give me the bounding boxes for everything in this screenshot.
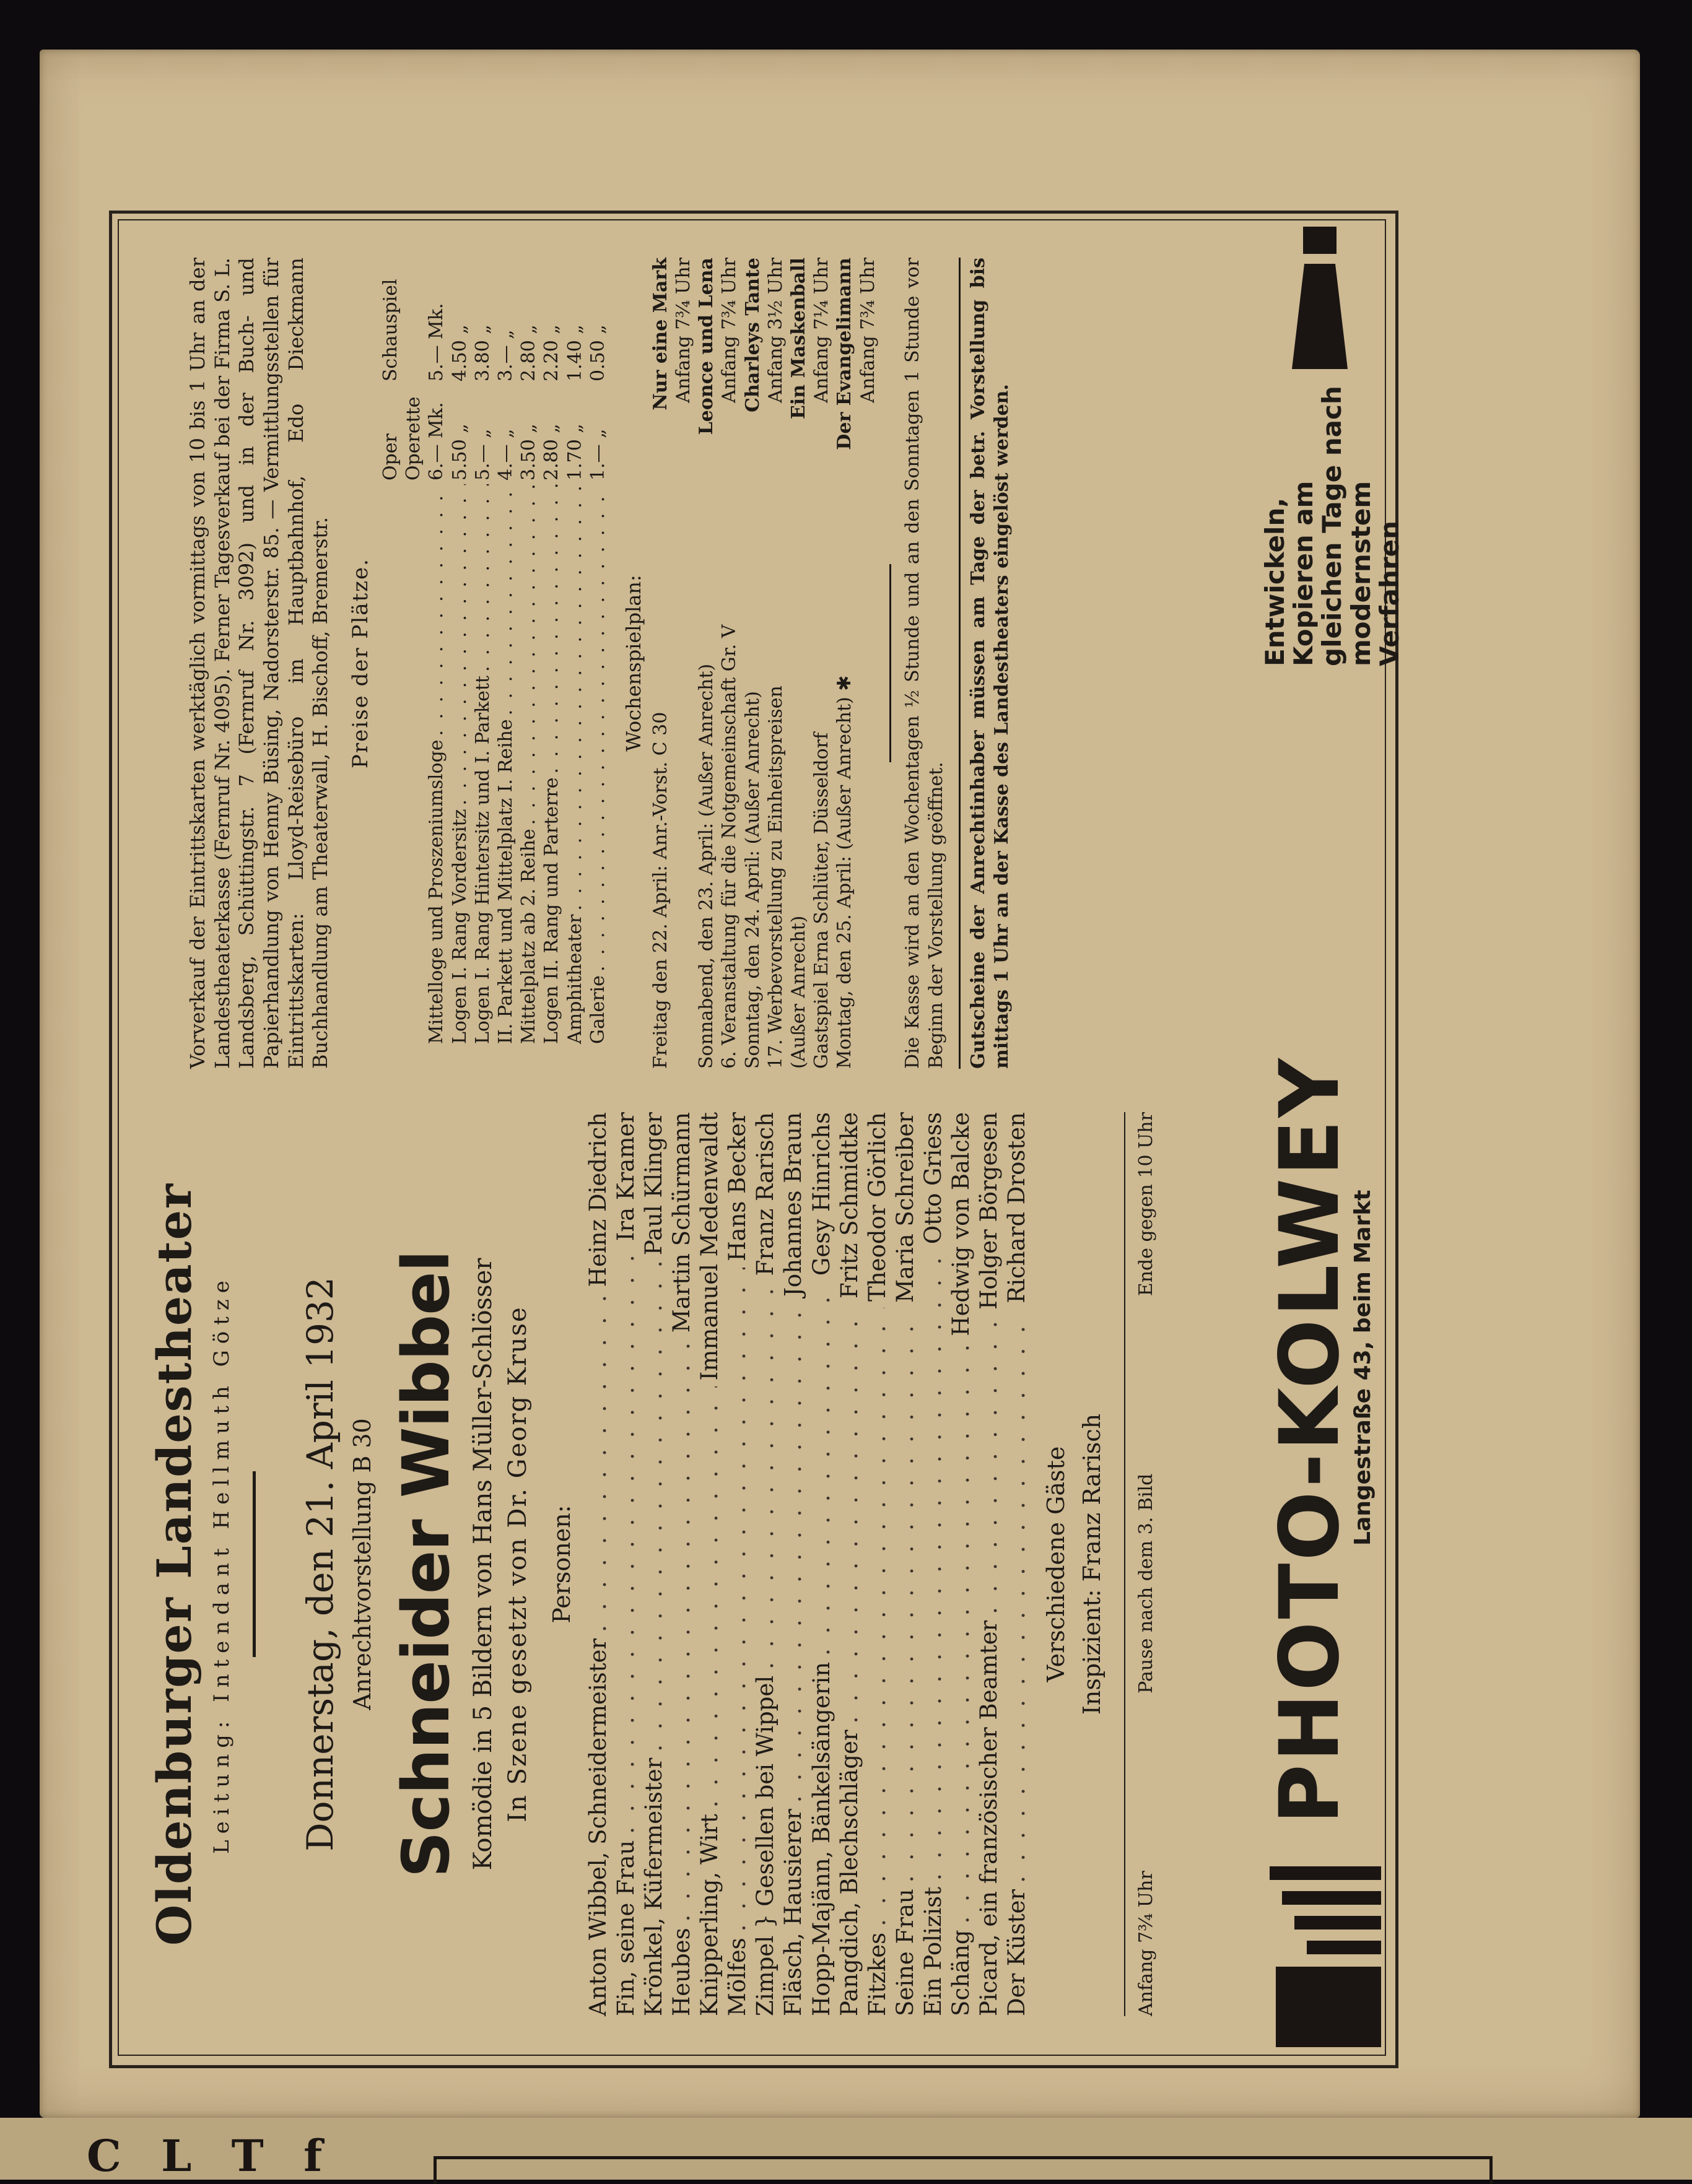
price-row	[540, 282, 563, 1044]
cast-actor: Ira Kramer	[612, 1112, 639, 1242]
schedule-play: Anfang 7¾ Uhr	[857, 258, 879, 403]
leader-dots	[425, 484, 448, 736]
cast-role: Knipperling, Wirt	[696, 1814, 723, 2016]
price-table	[379, 279, 609, 1044]
leader-dots	[1003, 1310, 1031, 1883]
price-oper: 3.50 „	[518, 424, 540, 481]
schedule-date: Montag, den 25. April: (Außer Anrecht) ✱	[834, 675, 856, 1069]
cast-row	[751, 1112, 779, 2016]
cast-row	[779, 1112, 807, 2016]
cast-actor: Martin Schürmann	[668, 1112, 695, 1333]
price-seat: Mittelloge und Proszeniumsloge	[425, 739, 448, 1044]
schedule-play: Charleys Tante	[741, 258, 764, 412]
leader-dots	[640, 1261, 668, 1752]
cast-actor: Maria Schreiber	[891, 1112, 918, 1303]
schedule-heading: Wochenspielplan:	[621, 575, 645, 752]
cast-role: Anton Wibbel, Schneidermeister	[584, 1638, 611, 2016]
price-seat: Mittelplatz ab 2. Reihe	[518, 829, 540, 1044]
cast-list	[584, 1112, 1031, 2016]
cast-role: Hopp-Majänn, Bänkelsängerin	[808, 1661, 835, 2016]
schedule-play: Ein Maskenball	[788, 258, 810, 419]
cast-actor: Holger Börgesen	[975, 1112, 1003, 1310]
schedule-date	[672, 468, 695, 1069]
price-oper: 4.— „	[494, 429, 517, 481]
cast-actor: Theodor Görlich	[863, 1112, 891, 1302]
schedule-date: 17. Werbevorstellung zu Einheitspreisen	[764, 685, 787, 1069]
price-row	[425, 282, 448, 1044]
cast-row	[835, 1112, 863, 2016]
price-oper: 5.— „	[471, 429, 494, 481]
schedule-play: Anfang 7¼ Uhr	[811, 258, 833, 403]
cast-actor: Richard Drosten	[1003, 1112, 1031, 1303]
next-page-box	[434, 2156, 1493, 2184]
leader-dots	[835, 1305, 863, 1723]
schedule-row	[810, 258, 833, 1069]
cast-row	[723, 1112, 751, 2016]
play-title: Schneider Wibbel	[388, 1250, 464, 1878]
cast-row	[808, 1112, 835, 2016]
price-row	[471, 282, 494, 1044]
cast-row	[1003, 1112, 1031, 2016]
cast-row	[612, 1112, 640, 2016]
performance-date: Donnerstag, den 21. April 1932	[299, 1277, 341, 1851]
advertisement	[1257, 219, 1405, 2053]
divider	[889, 564, 891, 762]
cast-actor: Franz Rarisch	[752, 1112, 779, 1276]
price-schauspiel: 0.50 „	[587, 324, 609, 381]
cast-role: Picard, ein französischer Beamter	[975, 1620, 1003, 2016]
leitung-line: Leitung: Intendant Hellmuth Götze	[209, 1274, 234, 1854]
leader-dots	[587, 484, 609, 972]
play-subtitle: Komödie in 5 Bildern von Hans Müller-Schlösser	[468, 1258, 497, 1871]
advance-sale-text: Vorverkauf der Eintrittskarten werktäglich vormittags von 10 bis 1 Uhr an der Landestheaterkasse (Fernruf Nr. 4095). Ferner Tagesverkauf bei der Firma S. L. Landsberg, Schüttingstr. 7 (Fernruf Nr. 3092) und in der Buch- und Papierhandlung von Henny Büsing, Nadorsterstr. 85. — Vermittlungsstellen für Eintrittskarten: Lloyd-Reisebüro im Hauptbahnhof, Edo Dieckmann Buchhandlung am Theaterwall, H. Bischoff, Bremerstr.	[186, 258, 333, 1069]
schedule-play: Anfang 7¾ Uhr	[673, 258, 695, 403]
price-row	[494, 282, 517, 1044]
leader-dots	[751, 1282, 779, 1669]
cast-actor: Johannes Braun	[780, 1112, 807, 1297]
schedule-row	[833, 258, 856, 1069]
col-schauspiel: Schauspiel	[380, 279, 402, 381]
cast-row	[696, 1112, 723, 2016]
price-seat: II. Parkett und Mittelplatz I. Reihe	[494, 719, 517, 1044]
rotated-content	[118, 219, 1405, 2053]
price-seat: Logen I. Rang Hintersitz und I. Parkett	[471, 676, 494, 1044]
theater-name: Oldenburger Landestheater	[147, 1183, 202, 1946]
schedule-row	[741, 258, 764, 1069]
cast-role: Fin, seine Frau	[612, 1840, 639, 2016]
cast-actor: Otto Griess	[920, 1112, 947, 1245]
cast-role: Krönkel, Küfermeister	[640, 1757, 667, 2016]
price-schauspiel: 4.50 „	[448, 324, 471, 381]
schedule-date: Freitag den 22. April: Anr.-Vorst. C 30	[649, 711, 671, 1069]
price-row	[517, 282, 540, 1044]
schedule-play: Leonce und Lena	[696, 258, 718, 435]
cast-actor: Hedwig von Balcke	[948, 1112, 975, 1336]
divider	[253, 1471, 256, 1657]
ad-address: Langestraße 43, beim Markt	[1350, 1190, 1376, 1546]
price-oper: 1.70 „	[564, 424, 586, 481]
director-line: In Szene gesetzt von Dr. Georg Kruse	[503, 1306, 532, 1822]
exclamation-icon	[1267, 227, 1372, 369]
schedule-row	[787, 258, 810, 1069]
leader-dots	[612, 1247, 640, 1834]
leader-dots	[494, 484, 517, 715]
cast-actor: Fritz Schmidtke	[835, 1112, 863, 1299]
prices-heading: Preise der Plätze.	[348, 558, 373, 768]
price-seat: Amphitheater	[564, 914, 586, 1044]
leader-dots	[448, 484, 471, 806]
box-office-note: Die Kasse wird an den Wochentagen ½ Stunde und an den Sonntagen 1 Stunde vor Beginn der Vorstellung geöffnet.	[901, 258, 947, 1069]
cast-role: Zimpel } Gesellen bei Wippel	[752, 1675, 779, 2016]
price-row	[564, 282, 587, 1044]
price-oper: 2.80 „	[541, 424, 563, 481]
info-column	[186, 258, 1014, 1069]
leader-dots	[947, 1342, 975, 1924]
cast-role: Mölfes	[724, 1938, 751, 2016]
leader-dots	[891, 1309, 919, 1882]
price-seat: Logen I. Rang Vordersitz	[448, 809, 471, 1044]
price-row	[587, 282, 609, 1044]
cast-row	[863, 1112, 891, 2016]
cast-row	[640, 1112, 668, 2016]
cast-row	[947, 1112, 975, 2016]
price-oper: 5.50 „	[448, 424, 471, 481]
cast-heading: Personen:	[547, 1505, 575, 1624]
price-seat: Logen II. Rang und Parterre	[541, 777, 563, 1044]
schedule-play: Anfang 7¾ Uhr	[718, 258, 741, 403]
inspizient-line: Inspizient: Franz Rarisch	[1078, 1413, 1105, 1715]
kolwey-logo-icon	[1270, 1861, 1381, 2047]
cast-role: Fitzkes	[863, 1932, 891, 2016]
price-oper: 1.— „	[587, 429, 609, 481]
end-time: Ende gegen 10 Uhr	[1135, 1112, 1157, 1297]
schedule-row	[695, 258, 718, 1069]
voucher-note: Gutscheine der Anrechtinhaber müssen am Tage der betr. Vorstellung bis mittags 1 Uhr an der Kasse des Landestheaters eingelöst werden.	[959, 258, 1014, 1069]
col-oper: Oper Operette	[380, 396, 425, 481]
ad-company-name: PHOTO-KOLWEY	[1262, 1056, 1358, 1824]
cast-actor: Paul Klinger	[640, 1112, 667, 1256]
cast-row	[891, 1112, 919, 2016]
leader-dots	[564, 484, 587, 911]
price-seat: Galerie	[587, 975, 609, 1044]
schedule-play: Nur eine Mark	[649, 258, 671, 411]
schedule-date: Sonntag, den 24. April: (Außer Anrecht)	[741, 691, 764, 1069]
pause-note: Pause nach dem 3. Bild	[1135, 1473, 1157, 1694]
schedule-row	[764, 258, 787, 1069]
cast-role: Heubes	[668, 1928, 695, 2016]
program-column	[149, 1112, 1157, 2016]
cast-role: Schäng	[948, 1929, 975, 2016]
leader-dots	[471, 484, 494, 672]
schedule-date: (Außer Anrecht)	[788, 915, 810, 1069]
schedule-play: Anfang 3½ Uhr	[764, 258, 787, 403]
program-footer	[1124, 1112, 1157, 2016]
schedule-row	[718, 258, 741, 1069]
schedule-date: Sonnabend, den 23. April: (Außer Anrecht)	[696, 663, 718, 1069]
price-row	[448, 282, 471, 1044]
leader-dots	[517, 484, 540, 825]
leader-dots	[863, 1308, 891, 1926]
cast-role: Ein Polizist	[920, 1887, 947, 2016]
cast-role: Seine Frau	[891, 1889, 918, 2016]
ad-slogan: Entwickeln, Kopieren am gleichen Tage nach modernstem Verfahren	[1260, 386, 1405, 666]
schedule-row	[857, 258, 879, 1069]
leader-dots	[540, 484, 563, 774]
leader-dots	[808, 1282, 835, 1656]
price-schauspiel: 3.— „	[494, 329, 517, 381]
guests-line: Verschiedene Gäste	[1042, 1446, 1070, 1682]
cast-actor: Hans Becker	[724, 1112, 751, 1261]
price-table-header	[379, 279, 425, 1044]
schedule-date: Gastspiel Erna Schlüter, Düsseldorf	[811, 732, 833, 1069]
leader-dots	[696, 1386, 723, 1808]
cast-actor: Immanuel Medenwaldt	[696, 1112, 723, 1381]
leader-dots	[975, 1316, 1003, 1614]
leader-dots	[779, 1303, 807, 1803]
leader-dots	[584, 1293, 612, 1632]
schedule-row	[649, 258, 672, 1069]
cast-row	[975, 1112, 1003, 2016]
cast-row	[919, 1112, 947, 2016]
cast-actor: Heinz Diedrich	[584, 1112, 611, 1287]
start-time: Anfang 7¾ Uhr	[1135, 1871, 1157, 2016]
leader-dots	[668, 1339, 696, 1921]
cast-role: Der Küster	[1003, 1889, 1031, 2016]
cast-row	[668, 1112, 696, 2016]
price-schauspiel: 5.— Mk.	[425, 303, 448, 381]
price-schauspiel: 1.40 „	[564, 324, 586, 381]
cast-role: Pangdich, Blechschläger	[835, 1729, 863, 2016]
leader-dots	[723, 1268, 751, 1932]
price-schauspiel: 2.20 „	[541, 324, 563, 381]
next-page-text: C L T f	[87, 2130, 335, 2182]
schedule-row	[672, 258, 695, 1069]
cast-actor: Gesy Hinrichs	[808, 1112, 835, 1276]
schedule-date: 6. Veranstaltung für die Notgemeinschaft Gr. V	[718, 624, 741, 1069]
price-schauspiel: 3.80 „	[471, 324, 494, 381]
schedule-play: Der Evangelimann	[834, 258, 856, 450]
schedule-list	[649, 258, 879, 1069]
price-oper: 6.— Mk.	[425, 402, 448, 481]
subscription-line: Anrechtvorstellung B 30	[348, 1418, 376, 1710]
price-schauspiel: 2.80 „	[518, 324, 540, 381]
cast-row	[584, 1112, 612, 2016]
leader-dots	[919, 1250, 947, 1881]
schedule-date	[857, 468, 879, 1069]
cast-role: Fläsch, Hausierer	[780, 1809, 807, 2016]
